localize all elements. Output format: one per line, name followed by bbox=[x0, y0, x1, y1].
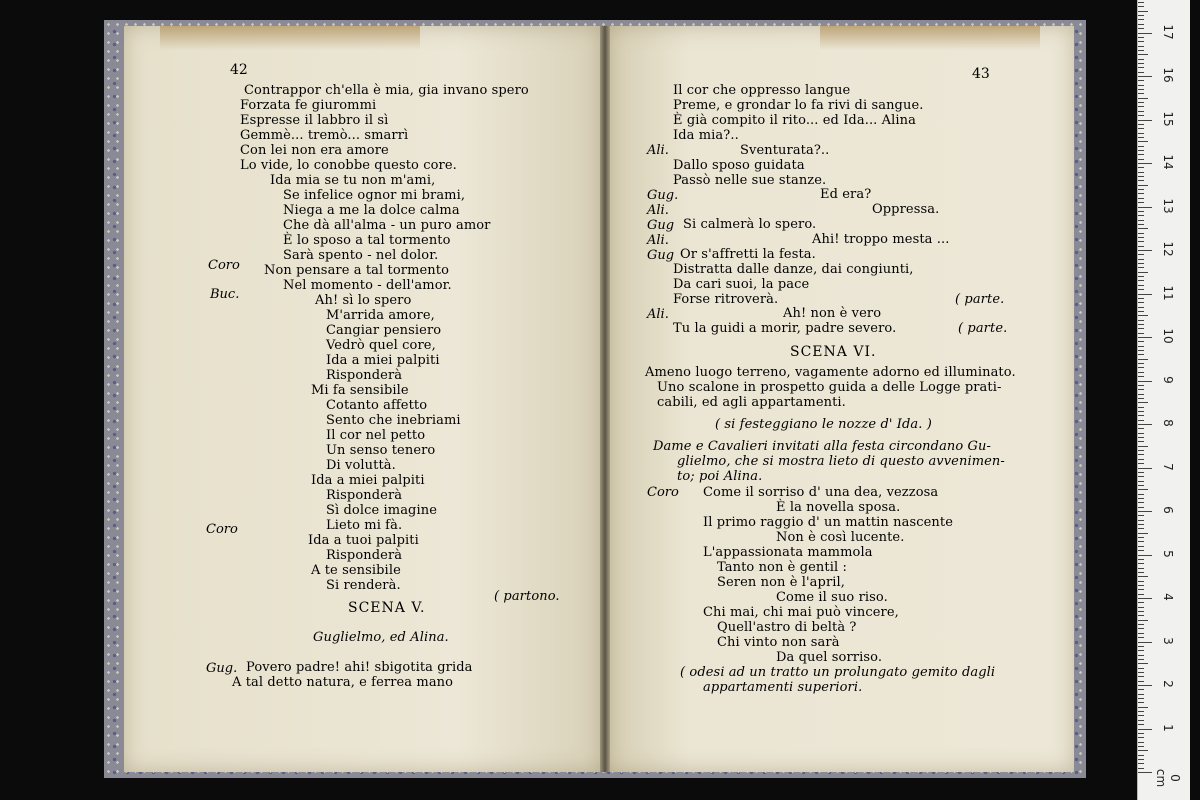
ruler-tick bbox=[1138, 689, 1144, 690]
verse-line: Ida mia?.. bbox=[673, 128, 739, 143]
ruler-label: 16 bbox=[1161, 67, 1175, 83]
verse-line: Che dà all'alma - un puro amor bbox=[283, 218, 491, 233]
ruler-tick bbox=[1138, 628, 1144, 629]
verse-line: L'appassionata mammola bbox=[703, 545, 873, 560]
verse-line: Ida mia se tu non m'ami, bbox=[270, 173, 436, 188]
ruler-tick bbox=[1138, 681, 1144, 682]
ruler-tick bbox=[1138, 259, 1144, 260]
ruler-tick bbox=[1138, 759, 1144, 760]
ruler-tick bbox=[1138, 163, 1152, 164]
ruler-tick bbox=[1138, 59, 1144, 60]
verse-line: È la novella sposa. bbox=[776, 500, 901, 515]
verse-line: Preme, e grondar lo fa rivi di sangue. bbox=[673, 98, 924, 113]
speaker-label: Gug bbox=[647, 218, 675, 233]
ruler-tick bbox=[1138, 563, 1144, 564]
speaker-label: Gug. bbox=[647, 188, 679, 203]
top-edge-stain bbox=[160, 26, 420, 50]
ruler-tick bbox=[1138, 559, 1144, 560]
stage-direction: ( odesi ad un tratto un prolungato gemito dagli bbox=[680, 665, 996, 680]
verse-line: Passò nelle sue stanze. bbox=[673, 173, 827, 188]
top-edge-stain bbox=[820, 26, 1040, 50]
ruler-label: 17 bbox=[1161, 23, 1175, 40]
ruler-tick bbox=[1138, 502, 1144, 503]
ruler-tick bbox=[1138, 254, 1144, 255]
ruler-tick bbox=[1138, 729, 1152, 730]
stage-direction: ( partono. bbox=[494, 589, 560, 604]
ruler-tick bbox=[1138, 102, 1144, 103]
verse-line: Forzata fe giurommi bbox=[240, 98, 377, 113]
ruler-tick bbox=[1138, 115, 1144, 116]
left-page-number: 42 bbox=[230, 62, 248, 78]
ruler-tick bbox=[1138, 546, 1144, 547]
ruler-tick bbox=[1138, 494, 1144, 495]
ruler-tick bbox=[1138, 746, 1144, 747]
ruler-tick bbox=[1138, 93, 1144, 94]
ruler-tick bbox=[1138, 615, 1144, 616]
verse-line: Come il suo riso. bbox=[776, 590, 888, 605]
scene-title: SCENA VI. bbox=[790, 344, 877, 360]
ruler-label: 8 bbox=[1161, 419, 1175, 427]
ruler-tick bbox=[1138, 67, 1144, 68]
ruler-tick bbox=[1138, 733, 1144, 734]
book-gutter bbox=[600, 26, 610, 772]
ruler-tick bbox=[1138, 2, 1144, 3]
ruler-tick bbox=[1138, 228, 1148, 229]
verse-line: Or s'affretti la festa. bbox=[680, 247, 816, 262]
ruler-tick bbox=[1138, 715, 1144, 716]
scene-title: SCENA V. bbox=[348, 600, 426, 616]
ruler-tick bbox=[1138, 528, 1144, 529]
verse-line: Risponderà bbox=[326, 488, 403, 503]
ruler-label: 15 bbox=[1161, 110, 1175, 127]
ruler-tick bbox=[1138, 246, 1144, 247]
speaker-label: Gug. bbox=[206, 661, 238, 676]
ruler-tick bbox=[1138, 607, 1144, 608]
ruler-label: 14 bbox=[1161, 154, 1175, 170]
ruler-tick bbox=[1138, 41, 1144, 42]
ruler-tick bbox=[1138, 498, 1144, 499]
ruler-tick bbox=[1138, 398, 1144, 399]
verse-line: M'arrida amore, bbox=[326, 308, 435, 323]
ruler-label: 7 bbox=[1161, 462, 1175, 471]
ruler-tick bbox=[1138, 224, 1144, 225]
ruler-label: 9 bbox=[1161, 375, 1175, 384]
ruler-tick bbox=[1138, 80, 1144, 81]
speaker-label: Ali. bbox=[647, 233, 669, 248]
ruler-tick bbox=[1138, 568, 1144, 569]
verse-line: Ah! sì lo spero bbox=[315, 293, 412, 308]
verse-line: Ah! non è vero bbox=[783, 306, 882, 321]
verse-line: Sarà spento - nel dolor. bbox=[283, 248, 439, 263]
ruler-tick bbox=[1138, 441, 1144, 442]
ruler-tick bbox=[1138, 489, 1148, 490]
ruler-tick bbox=[1138, 589, 1144, 590]
ruler-tick bbox=[1138, 146, 1144, 147]
ruler-tick bbox=[1138, 385, 1144, 386]
ruler-tick bbox=[1138, 394, 1144, 395]
ruler-tick bbox=[1138, 237, 1144, 238]
ruler-tick bbox=[1138, 272, 1148, 273]
verse-line: Cangiar pensiero bbox=[326, 323, 442, 338]
verse-line: Cotanto affetto bbox=[326, 398, 428, 413]
ruler-tick bbox=[1138, 420, 1144, 421]
verse-line: Il cor nel petto bbox=[326, 428, 426, 443]
ruler-tick bbox=[1138, 611, 1144, 612]
ruler-tick bbox=[1138, 602, 1144, 603]
setting-line: Ameno luogo terreno, vagamente adorno ed illuminato. bbox=[645, 365, 1016, 380]
ruler-tick bbox=[1138, 624, 1144, 625]
ruler-tick bbox=[1138, 172, 1144, 173]
ruler-tick bbox=[1138, 772, 1152, 773]
ruler-tick bbox=[1138, 89, 1144, 90]
ruler-tick bbox=[1138, 289, 1144, 290]
speaker-label: Ali. bbox=[647, 143, 669, 158]
ruler-tick bbox=[1138, 185, 1148, 186]
ruler-tick bbox=[1138, 24, 1144, 25]
stage-direction: ( si festeggiano le nozze d' Ida. ) bbox=[715, 417, 932, 432]
ruler-tick bbox=[1138, 37, 1144, 38]
ruler-tick bbox=[1138, 637, 1144, 638]
verse-line: Lo vide, lo conobbe questo core. bbox=[240, 158, 457, 173]
ruler-tick bbox=[1138, 381, 1152, 382]
ruler-tick bbox=[1138, 250, 1152, 251]
ruler-tick bbox=[1138, 315, 1148, 316]
verse-line: Si calmerà lo spero. bbox=[683, 217, 817, 232]
ruler-tick bbox=[1138, 763, 1144, 764]
verse-line: Se infelice ognor mi brami, bbox=[283, 188, 466, 203]
speaker-label: Coro bbox=[647, 485, 679, 500]
ruler-tick bbox=[1138, 341, 1144, 342]
ruler-tick bbox=[1138, 768, 1144, 769]
ruler-tick bbox=[1138, 476, 1144, 477]
ruler-tick bbox=[1138, 276, 1144, 277]
ruler-tick bbox=[1138, 46, 1144, 47]
ruler-tick bbox=[1138, 33, 1152, 34]
ruler-tick bbox=[1138, 750, 1148, 751]
stage-direction: ( parte. bbox=[955, 292, 1005, 307]
ruler-tick bbox=[1138, 698, 1144, 699]
ruler-label: 2 bbox=[1161, 680, 1175, 688]
ruler-tick bbox=[1138, 241, 1144, 242]
entrance-line: Dame e Cavalieri invitati alla festa circondano Gu- bbox=[653, 439, 991, 454]
ruler-tick bbox=[1138, 124, 1144, 125]
entrance-line: to; poi Alina. bbox=[677, 469, 763, 484]
ruler-tick bbox=[1138, 133, 1144, 134]
ruler-tick bbox=[1138, 454, 1144, 455]
ruler-tick bbox=[1138, 211, 1144, 212]
verse-line: Ed era? bbox=[820, 187, 872, 202]
verse-line: Non è così lucente. bbox=[776, 530, 905, 545]
ruler-label: 5 bbox=[1161, 549, 1175, 558]
ruler-tick bbox=[1138, 742, 1144, 743]
ruler-label: 3 bbox=[1161, 636, 1175, 645]
ruler-tick bbox=[1138, 111, 1144, 112]
ruler-tick bbox=[1138, 524, 1144, 525]
ruler-tick bbox=[1138, 376, 1144, 377]
verse-line: Tu la guidi a morir, padre severo. bbox=[673, 321, 897, 336]
verse-line: È già compito il rito... ed Ida... Alina bbox=[673, 113, 916, 128]
ruler-tick bbox=[1138, 415, 1144, 416]
ruler-tick bbox=[1138, 128, 1144, 129]
verse-line: A tal detto natura, e ferrea mano bbox=[232, 675, 454, 690]
speaker-label: Coro bbox=[206, 522, 238, 537]
verse-line: Contrappor ch'ella è mia, gia invano spero bbox=[244, 83, 529, 98]
ruler-tick bbox=[1138, 193, 1144, 194]
ruler-tick bbox=[1138, 320, 1144, 321]
verse-line: Nel momento - dell'amor. bbox=[283, 278, 452, 293]
ruler-tick bbox=[1138, 550, 1144, 551]
ruler-label: 12 bbox=[1161, 241, 1175, 257]
ruler-tick bbox=[1138, 537, 1144, 538]
ruler-tick bbox=[1138, 555, 1152, 556]
ruler-tick bbox=[1138, 328, 1144, 329]
ruler-tick bbox=[1138, 642, 1152, 643]
ruler-tick bbox=[1138, 363, 1144, 364]
ruler-tick bbox=[1138, 663, 1148, 664]
verse-line: Il cor che oppresso langue bbox=[673, 83, 851, 98]
ruler-tick bbox=[1138, 472, 1144, 473]
ruler-tick bbox=[1138, 633, 1144, 634]
measurement-ruler bbox=[1137, 0, 1190, 800]
ruler-tick bbox=[1138, 572, 1144, 573]
ruler-tick bbox=[1138, 468, 1152, 469]
ruler-tick bbox=[1138, 324, 1144, 325]
ruler-tick bbox=[1138, 668, 1144, 669]
verse-line: Sento che inebriami bbox=[326, 413, 461, 428]
stage-direction: ( parte. bbox=[958, 321, 1008, 336]
verse-line: Lieto mi fà. bbox=[326, 518, 403, 533]
ruler-tick bbox=[1138, 263, 1144, 264]
ruler-tick bbox=[1138, 354, 1144, 355]
ruler-tick bbox=[1138, 481, 1144, 482]
ruler-tick bbox=[1138, 755, 1144, 756]
ruler-tick bbox=[1138, 507, 1144, 508]
ruler-label: 6 bbox=[1161, 506, 1175, 514]
ruler-tick bbox=[1138, 655, 1144, 656]
ruler-tick bbox=[1138, 233, 1144, 234]
ruler-tick bbox=[1138, 450, 1144, 451]
ruler-tick bbox=[1138, 581, 1144, 582]
ruler-tick bbox=[1138, 267, 1144, 268]
verse-line: Chi mai, chi mai può vincere, bbox=[703, 605, 899, 620]
ruler-tick bbox=[1138, 54, 1148, 55]
verse-line: Si renderà. bbox=[326, 578, 401, 593]
speaker-label: Coro bbox=[208, 258, 240, 273]
ruler-tick bbox=[1138, 350, 1144, 351]
ruler-tick bbox=[1138, 189, 1144, 190]
ruler-tick bbox=[1138, 541, 1144, 542]
ruler-tick bbox=[1138, 463, 1144, 464]
verse-line: Ida a tuoi palpiti bbox=[308, 533, 419, 548]
ruler-tick bbox=[1138, 576, 1148, 577]
ruler-tick bbox=[1138, 437, 1144, 438]
entrance-line: glielmo, che si mostra lieto di questo avvenimen- bbox=[677, 454, 1005, 469]
ruler-tick bbox=[1138, 198, 1144, 199]
verse-line: Ida a miei palpiti bbox=[326, 353, 440, 368]
ruler-tick bbox=[1138, 407, 1144, 408]
ruler-tick bbox=[1138, 433, 1144, 434]
verse-line: Mi fa sensibile bbox=[311, 383, 409, 398]
ruler-tick bbox=[1138, 11, 1148, 12]
verse-line: Povero padre! ahi! sbigotita grida bbox=[246, 660, 473, 675]
ruler-tick bbox=[1138, 594, 1144, 595]
setting-line: cabili, ed agli appartamenti. bbox=[657, 395, 846, 410]
verse-line: Ida a miei palpiti bbox=[311, 473, 425, 488]
ruler-tick bbox=[1138, 585, 1144, 586]
ruler-tick bbox=[1138, 294, 1152, 295]
verse-line: Il primo raggio d' un mattin nascente bbox=[703, 515, 953, 530]
right-page-number: 43 bbox=[972, 66, 990, 82]
ruler-tick bbox=[1138, 63, 1144, 64]
verse-line: Distratta dalle danze, dai congiunti, bbox=[673, 262, 914, 277]
verse-line: Oppressa. bbox=[872, 202, 940, 217]
ruler-tick bbox=[1138, 459, 1144, 460]
scene-characters: Guglielmo, ed Alina. bbox=[313, 630, 449, 645]
ruler-label: 4 bbox=[1161, 593, 1175, 601]
ruler-tick bbox=[1138, 424, 1152, 425]
ruler-tick bbox=[1138, 720, 1144, 721]
speaker-label: Ali. bbox=[647, 203, 669, 218]
ruler-tick bbox=[1138, 598, 1152, 599]
verse-line: Un senso tenero bbox=[326, 443, 436, 458]
verse-line: Forse ritroverà. bbox=[673, 292, 779, 307]
verse-line: È lo sposo a tal tormento bbox=[283, 233, 451, 248]
ruler-tick bbox=[1138, 650, 1144, 651]
ruler-tick bbox=[1138, 620, 1148, 621]
verse-line: Niega a me la dolce calma bbox=[283, 203, 460, 218]
ruler-tick bbox=[1138, 389, 1144, 390]
ruler-tick bbox=[1138, 6, 1144, 7]
verse-line: Dallo sposo guidata bbox=[673, 158, 805, 173]
ruler-tick bbox=[1138, 280, 1144, 281]
ruler-label: 10 bbox=[1161, 328, 1175, 344]
ruler-tick bbox=[1138, 72, 1144, 73]
verse-line: Sventurata?.. bbox=[740, 143, 830, 158]
ruler-tick bbox=[1138, 428, 1144, 429]
verse-line: Quell'astro di beltà ? bbox=[717, 620, 857, 635]
ruler-label: 0 cm bbox=[1154, 768, 1182, 788]
ruler-label: 11 bbox=[1161, 284, 1175, 301]
speaker-label: Ali. bbox=[647, 307, 669, 322]
ruler-tick bbox=[1138, 511, 1152, 512]
ruler-tick bbox=[1138, 285, 1144, 286]
ruler-tick bbox=[1138, 372, 1144, 373]
verse-line: Di voluttà. bbox=[326, 458, 396, 473]
ruler-tick bbox=[1138, 167, 1144, 168]
stage-direction: appartamenti superiori. bbox=[703, 680, 863, 695]
verse-line: Gemmè... tremò... smarrì bbox=[240, 128, 409, 143]
ruler-tick bbox=[1138, 98, 1148, 99]
ruler-tick bbox=[1138, 307, 1144, 308]
ruler-tick bbox=[1138, 302, 1144, 303]
verse-line: Tanto non è gentil : bbox=[717, 560, 847, 575]
ruler-tick bbox=[1138, 180, 1144, 181]
verse-line: Da quel sorriso. bbox=[776, 650, 883, 665]
ruler-tick bbox=[1138, 659, 1144, 660]
verse-line: Vedrò quel core, bbox=[326, 338, 436, 353]
ruler-tick bbox=[1138, 85, 1144, 86]
verse-line: Con lei non era amore bbox=[240, 143, 389, 158]
ruler-tick bbox=[1138, 50, 1144, 51]
ruler-label: 13 bbox=[1161, 197, 1175, 214]
ruler-tick bbox=[1138, 515, 1144, 516]
ruler-tick bbox=[1138, 76, 1152, 77]
ruler-tick bbox=[1138, 533, 1148, 534]
verse-line: Ahi! troppo mesta ... bbox=[812, 232, 950, 247]
ruler-tick bbox=[1138, 215, 1144, 216]
ruler-tick bbox=[1138, 646, 1144, 647]
ruler-tick bbox=[1138, 411, 1144, 412]
ruler-tick bbox=[1138, 150, 1144, 151]
ruler-tick bbox=[1138, 207, 1152, 208]
ruler-tick bbox=[1138, 333, 1144, 334]
ruler-tick bbox=[1138, 520, 1144, 521]
ruler-tick bbox=[1138, 337, 1152, 338]
ruler-tick bbox=[1138, 154, 1144, 155]
ruler-tick bbox=[1138, 15, 1144, 16]
verse-line: Risponderà bbox=[326, 368, 403, 383]
ruler-label: 1 bbox=[1161, 723, 1175, 732]
verse-line: Risponderà bbox=[326, 548, 403, 563]
verse-line: Espresse il labbro il sì bbox=[240, 113, 389, 128]
ruler-tick bbox=[1138, 676, 1144, 677]
ruler-tick bbox=[1138, 402, 1148, 403]
ruler-tick bbox=[1138, 694, 1144, 695]
setting-line: Uno scalone in prospetto guida a delle Logge prati- bbox=[657, 380, 1002, 395]
verse-line: Non pensare a tal tormento bbox=[264, 263, 450, 278]
ruler-tick bbox=[1138, 672, 1144, 673]
speaker-label: Buc. bbox=[210, 287, 240, 302]
verse-line: Seren non è l'april, bbox=[717, 575, 846, 590]
ruler-tick bbox=[1138, 737, 1144, 738]
ruler-tick bbox=[1138, 367, 1144, 368]
ruler-tick bbox=[1138, 137, 1144, 138]
ruler-tick bbox=[1138, 202, 1144, 203]
ruler-tick bbox=[1138, 446, 1148, 447]
ruler-tick bbox=[1138, 141, 1148, 142]
ruler-tick bbox=[1138, 106, 1144, 107]
ruler-tick bbox=[1138, 685, 1152, 686]
ruler-tick bbox=[1138, 28, 1144, 29]
verse-line: Come il sorriso d' una dea, vezzosa bbox=[703, 485, 939, 500]
ruler-tick bbox=[1138, 702, 1144, 703]
ruler-tick bbox=[1138, 485, 1144, 486]
ruler-tick bbox=[1138, 346, 1144, 347]
ruler-tick bbox=[1138, 298, 1144, 299]
verse-line: Da cari suoi, la pace bbox=[673, 277, 810, 292]
verse-line: Sì dolce imagine bbox=[326, 503, 437, 518]
ruler-tick bbox=[1138, 359, 1148, 360]
verse-line: Chi vinto non sarà bbox=[717, 635, 840, 650]
speaker-label: Gug bbox=[647, 248, 675, 263]
ruler-tick bbox=[1138, 707, 1148, 708]
ruler-tick bbox=[1138, 724, 1144, 725]
ruler-tick bbox=[1138, 220, 1144, 221]
ruler-tick bbox=[1138, 19, 1144, 20]
ruler-tick bbox=[1138, 159, 1144, 160]
ruler-tick bbox=[1138, 120, 1152, 121]
ruler-tick bbox=[1138, 711, 1144, 712]
ruler-tick bbox=[1138, 311, 1144, 312]
verse-line: A te sensibile bbox=[311, 563, 401, 578]
ruler-tick bbox=[1138, 176, 1144, 177]
